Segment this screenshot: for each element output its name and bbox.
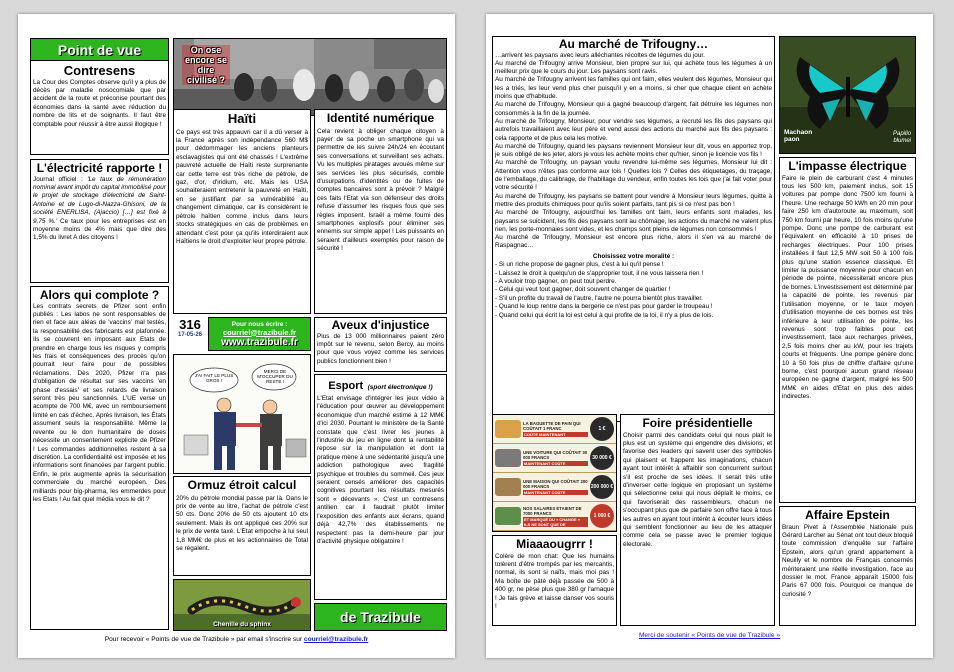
article-body: Colère de mon chat: Que les humains tolèrent d'être trompés par les mercantis, normal, ils sont si naïfs, mais moi pas ! Ma boîte de pâté déjà passée de 500 à 400 gr, ne pèse plus que 380 gr l'arnaque ! Je fais grève et laisse danser vos souris ! [495, 552, 614, 611]
article-impasse-electrique [779, 157, 916, 503]
infographic-value-badge: 1 € [590, 417, 614, 441]
butterfly-caption-left: Machaon paon [784, 129, 813, 143]
article-body: Ce taux pour les entreprises est en moyenne moins de 4% mais que dire des 1,5% du livret A des citoyens ! [33, 217, 166, 242]
article-title: Foire présidentielle [642, 416, 753, 430]
article-haiti [173, 109, 311, 314]
article-ormuz [173, 476, 311, 576]
banner-de-trazibule: de Trazibule [314, 603, 447, 631]
paragraph: Au marché de Trifougny arrive Monsieur, bien propre sur lui, qui achète tous les légumes à un meilleur prix que le cours du jour. Les paysans sont ravis. [495, 59, 772, 76]
footer-email-link[interactable]: courriel@trazibule.fr [303, 636, 369, 643]
article-aveux [314, 317, 447, 372]
article-body: Faire le plein de carburant c'est 4 minutes tous les 500 km, paiement inclus, soit 15 voitures par pompe donc 7500 km fourni à l'heure. Une recharge 50 kWh en 20 min pour faire 250 km d'autoroute au maximum, soit 750 km fourni par heure, 10 fois moins qu'une pompe. Donc une pompe de carburant est l'équivalent en efficacité à 10 prises de recharges électriques. Pour 100 prises installées il faut 12,5 MW soit 50 à 100 fois plus qu'une station essence classique. Et limiter la puissance moyenne pour chacun en période de pointe, nécessiterait encore plus de bornes. L'investissement est déterminé par la capacité de pointe, les revenus par l'utilisation moyenne, or le taux moyen d'utilisation moyenne de ces bornes est très inférieure à leur utilisation de pointe, les revenus sont trop faibles pour cet investissement, face aux recharges privées, 2,5 fois moins cher au kW, pour les trajets courts et fréquents. Une pompe génère donc 10 à 50 fois plus de chiffre d'affaire qu'une borne, c'est pourquoi aucun grand réseau européen ne gagne d'argent, malgré les 500 MM€ en aides d'Etat en plus des aides indirectes. [782, 174, 913, 401]
cartoon-illustration [173, 354, 311, 474]
paragraph: Au marché de Trifougny, Monsieur qui a gagné beaucoup d'argent, fait détruire les légumes non consommés à la fin de la journée. [495, 101, 772, 117]
article-body: La Cour des Comptes observe qu'il y a plus de décès par maladie nosocomiale que par accident de la route et préconise pourtant des économies dans la santé avec réduction du nombre de lits et de soignants. Il faut être comptable pour réussir à être aussi illogique ! [33, 78, 166, 128]
page1-footer [18, 636, 455, 643]
newsletter-page-left [18, 14, 455, 658]
article-electricite [30, 159, 169, 283]
article-title: Alors qui complote ? [39, 288, 160, 302]
moral-item: - Laissez le droit à quelqu'un de s'approprier tout, il ne vous laissera rien ! [495, 269, 704, 277]
website-link[interactable]: www.trazibule.fr [221, 336, 298, 348]
cartoon-bubble-right: MERCI DE M'OCCUPER DU RESTE ! [257, 369, 293, 384]
article-body: L'Etat envisage d'intégrer les jeux vidéo à l'éducation pour œuvrer au développement économique d'un marché estimé à 12 MM€ d'ici 2030. Pourtant le ministère de la Santé constate que c'est livrer les jeunes à l'industrie du jeu en ligne dont la rentabilité repose sur la manipulation et dont la pratique mène à une sédentarité jusqu'à une addiction pathologique avec fragilité psychique et troubles du sommeil. Ces jeux seraient censés améliorer des capacités cognitives pourtant les résultats mesurés sont « décevants ». C'est un contresens antilien car il faudrait plutôt limiter l'exposition des enfants aux écrans, quand déjà 42,7% des établissements ne respectent pas la demi-heure par jour d'activité physique obligatoire ! [317, 395, 444, 545]
paragraph: Au marché de Trifougny, un paysan voulu revendre lui-même ses légumes, Monsieur lui dit : Attention vous n'êtes pas conforme aux lois ! Quelles lois ? Celles des étiquetages, du traçage, de l'emballage, du calibrage, de l'habillage du vendeur, enfin toutes les lois que j'ai fait voter pour votre sécurité ! [495, 159, 772, 192]
article-title: Au marché de Trifougny… [558, 37, 709, 51]
caterpillar-caption: Chenille du sphinx [213, 621, 271, 628]
banner-point-de-vue: Point de vue [31, 39, 168, 61]
house-icon [495, 478, 521, 496]
paragraph: Au marché de Trifougny, Monsieur, pour vendre ses légumes, a recruté les fils des paysans qui autrefois travaillaient avec leur père et vend aussi des actions du marché aux fils des paysans : cela rapporte et de plus cela les motive. [495, 117, 772, 142]
caterpillar-photo [173, 579, 311, 631]
moral-item: - A vouloir trop gagner, on peut tout perdre. [495, 277, 617, 285]
article-identite-numerique [314, 109, 447, 314]
footer-text: Pour recevoir « Points de vue de Trazibule » par email s'inscrire sur [104, 636, 303, 643]
paragraph: Au marché de Trifougny arrivent les familles qui ont faim, elles veulent des légumes, Monsieur qui les a triés, les leur vend plus cher puisqu'il y en a moins, si cher que chaque client en achète moins que d'habitude. [495, 76, 772, 101]
paragraph: Au marché de Trifougny, aujourd'hui les familles ont faim, leurs enfants sont malades, les paysans se suicident, les fils des paysans sont au chômage, les actions du marché ne valent plus rien, les porte-monnaies sont vides, et les champs sont pleins de légumes non consommés ! [495, 209, 772, 233]
article-title: Miaaaougrrr ! [516, 537, 593, 551]
article-affaire-epstein [779, 506, 916, 626]
issue-date: 17-05-26 [177, 332, 203, 338]
article-complote [30, 286, 169, 630]
infographic-value-badge: 30 000 € [590, 446, 614, 470]
infographic-row [493, 473, 616, 502]
moral-item: - Celui qui veut tout gagner, doit souvent changer de quartier ! [495, 286, 671, 294]
infographic-row [493, 415, 616, 444]
infographic-price-label: COÛTE MAINTENANT [523, 432, 588, 437]
moral-list [493, 261, 774, 320]
article-title: L'électricité rapporte ! [36, 161, 163, 175]
infographic-label: UNE MAISON QUI COÛTAIT 200 000 FRANCS [523, 479, 588, 489]
article-body: Plus de 13 000 millionnaires paient zéro impôt sur le revenu, selon Bercy, au moins pour que vous voyez comme les services publics fonctionnent bien ! [317, 332, 444, 365]
contact-email-link[interactable]: courriel@trazibule.fr [222, 327, 297, 337]
moral-item: - Si un riche propose de gagner plus, c'est à lui qu'il pense ! [495, 261, 664, 269]
article-miaaaougrrr [492, 535, 617, 626]
infographic-row [493, 502, 616, 531]
cartoon-bubble-left: J'AI FAIT LE PLUS GROS ! [194, 373, 234, 383]
article-esport [314, 374, 447, 600]
article-title: Esport [328, 380, 364, 392]
infographic-label: LA BAGUETTE DE PAIN QUI COÛTAIT 1 FRANC [523, 421, 581, 431]
article-subtitle: (sport électronique !) [367, 384, 433, 391]
butterfly-caption-right: Papilio blumei [892, 131, 911, 144]
paragraph: Au marché de Trifougny, les paysans se battent pour vendre à Monsieur leurs légumes, quitte à mettre des produits chimiques pour qu'ils soient parfaits, tant pis si ce n'est pas bon ! [495, 192, 772, 208]
infographic-value-badge: 1 000 € [590, 504, 614, 528]
article-foire-presidentielle [620, 414, 775, 626]
moral-item: - Quand celui qui écrit la loi est celui à qui profite de la loi, il n'y a plus de lois. [495, 311, 714, 319]
article-body [493, 52, 774, 251]
salary-icon [495, 507, 521, 525]
article-body: Ce pays est très appauvri car il a dû verser à la France après son indépendance 560 M$ pour dédommager les anciens planteurs esclavagistes qui ont été chassés ! L'extrême pauvreté actuelle de Haïti reste surprenante car cette terre est très riche de pétrole, de gaz, d'or, d'iridium, etc. Mais les USA souhaiteraient entretenir la pauvreté en Haïti, en se justifiant par sa vulnérabilité au changement climatique, car ils considèrent le pétrole haïtien comme inclus dans leurs stocks stratégiques en cas de problèmes en attendant c'est pour ça qu'ils interdiraient aux Haïtiens le droit d'exploiter leur propre pétrole. [176, 128, 308, 245]
article-contresens [30, 38, 169, 155]
historical-photo [173, 38, 447, 116]
infographic-price-label: ET MARQUÉ DU « CHANGE » ILS NE SONT QUE DE [523, 517, 588, 527]
article-title: Ormuz étroit calcul [187, 478, 297, 492]
article-lead: Journal officiel : [33, 175, 83, 183]
moral-item: - Quand le loup rentre dans la bergerie ce n'est pas pour garder le troupeau ! [495, 303, 713, 311]
infographic-label: UNE VOITURE QUI COÛTAIT 30 000 FRANCS [523, 450, 588, 460]
photo-caption: On ose encore se dire civilisé ? [182, 45, 230, 85]
page2-footer [486, 632, 933, 639]
paragraph: Au marché de Trifougny, Monsieur est encore plus riche, alors il s'en va au marché de Raspagnac… [495, 234, 772, 250]
bread-icon [495, 420, 521, 438]
issue-number: 316 [179, 317, 201, 332]
article-title: Affaire Epstein [805, 508, 890, 522]
moral-title: Choisissez votre moralité : [592, 252, 675, 260]
infographic-price-label: MAINTENANT COÛTE [523, 490, 588, 495]
article-body: Braun Pivet à l'Assemblée Nationale puis Gérard Larcher au Sénat ont tout deux bloqué toute commission d'enquête sur l'affaire Epstein, alors qu'un grand appartement à Neuilly et le nombre de Français concernés mériteraient une réelle investigation, face au dossier le mot. France apparaît 15000 fois Paris 67 000 fois. Pourquoi ce manque de curiosité ? [782, 523, 913, 598]
support-link[interactable]: Merci de soutenir « Points de vue de Trazibule » [638, 632, 781, 639]
article-title: L'impasse électrique [788, 159, 907, 173]
article-body: 20% du pétrole mondial passe par là. Dans le prix de vente au litre, l'achat de pétrole c'est 50 cts. Donc 20% de 50 cts ajoutent 10 cts seulement. Mais ils ont appliqué ces 20% sur le prix de vente taxé. L'Etat empoche à lui seul 1,8 MM€ de plus et les actionnaires de Total se régalent. [176, 494, 308, 553]
moral-item: - S'il un profite du travail de l'autre, l'autre ne pourra bientôt plus travailler. [495, 294, 703, 302]
newsletter-page-right [486, 14, 933, 658]
article-body: Cela revient à obliger chaque citoyen à payer de sa poche un smartphone qui va permettre de les suivre 24h/24 en écoutant ses conversations et surveillant ses achats. Vu les multiples piratages avoués même sur ses services les plus sécurisés, comble d'usurpations d'identités ou de fuites de comptes bancaires sont à prévoir ? Malgré ces faits l'Etat via son défenseur des droits refuse d'assumer les risques fous que ses règles imposent. Israël a même fourni des smartphones explosifs pour éliminer ses ennemis sur simple appel ! Les puissants en seraient d'ailleurs exemptés pour raison de sécurité ! [317, 127, 444, 253]
article-title: Aveux d'injustice [331, 318, 430, 332]
price-infographic [492, 414, 617, 532]
contact-block [208, 317, 311, 351]
article-body: Les contrats secrets de Pfizer sont enfin publiés : Les labos ne sont responsables de rien et face aux aléas de 'vaccins' mal testés, la responsabilité des fabricants est plafonnée. Ils se couvrent en imposant aux Etats de prendre en charge tous les risques y compris les frais et conséquences des procès qu'on pourrait leur faire pour de possibles réclamations. Dès 2020, Pfizer n'a pas d'obligation de résultat sur ses vaccins 'en phase d'essais' et ses retards de livraison seront très peu sanctionnés. L'UE verse un acompte de 700 M€, avec un remboursement limité en cas d'échec. Après livraison, les États assument seuls la responsabilité. Même la revente ou le don humanitaire de doses nécessite un consentement explicite de Pfizer ! Les commandes additionnelles restent à sa discrétion. La confidentialité est imposée et les informations sont financées par l'argent public. Enfin, le prix augmente après la sécurisation commerciale du marché européen. Des milliards pour big-pharma, les emmerdes pour les Etats ! Au fait quel média vous le dit ? [33, 302, 166, 503]
article-title: Contresens [63, 63, 136, 78]
article-title: Haïti [227, 111, 257, 126]
paragraph: …arrivent les paysans avec leurs alléchantes récoltes de légumes du jour. [495, 51, 705, 59]
contact-label: Pour nous écrire : [231, 320, 288, 328]
article-quote: 'Le taux de rémunération nominal avant impôt du capital immobilisé pour le projet de stockage d'électricité de Saint-Antoine et de Lugo-di-Nazza-Ghisoni, de la société ENERLISA, (Ajaccio) […] est fixé à 9,75 %.' [33, 175, 166, 225]
article-trifougny [492, 36, 775, 422]
article-title: Identité numérique [326, 111, 435, 125]
infographic-value-badge: 200 000 € [590, 475, 614, 499]
butterfly-photo [779, 36, 916, 154]
infographic-label: NOS SALAIRES ÉTAIENT DE 7000 FRANCS [523, 505, 582, 516]
paragraph: Au marché de Trifougny, quand les paysans reviennent Monsieur leur dit, vous en apportez trop, je suis obligé de les jeter, alors je vous les achète moins cher qu'hier, sinon je licencie vos fils ! [495, 142, 772, 159]
car-icon [495, 449, 521, 467]
infographic-price-label: MAINTENANT COÛTE [523, 461, 588, 466]
issue-info [173, 317, 207, 351]
infographic-row [493, 444, 616, 473]
article-body: Choisir parmi des candidats celui qui nous plaît le plus est un système qui engendre des divisions, et favorise des leaders qui savent user des symboles qui plaisent et frappent les imaginations, chacun ayant tout intérêt à affaiblir son concurrent surtout s'il est proche de ses idées. Il serait très utile d'inverser cette logique en proposant un système qui sélectionne celui qui nous déplaît le moins, ce qui favoriserait des rassembleurs, chacun ne s'occupant plus que de parfaire son offre face à tous les autres en ayant tout intérêt à écouter leurs idées qui semblent fonctionner au lieu de les attaquer comme cela se passe avec le premier logique électorale. [623, 431, 772, 548]
